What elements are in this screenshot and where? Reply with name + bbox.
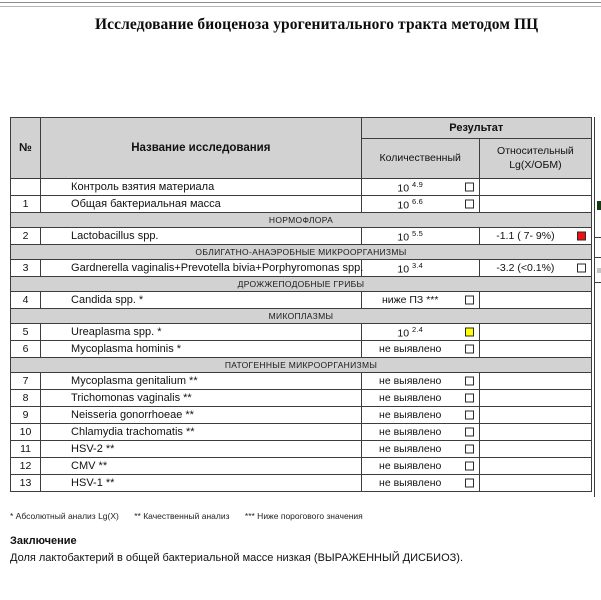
column-header-relative-line1: Относительный — [497, 145, 574, 158]
table-row — [11, 475, 592, 492]
column-header-relative — [479, 139, 591, 179]
column-header-relative-line2: Lg(X/ОБМ) — [509, 158, 562, 171]
test-name: Контроль взятия материала — [41, 179, 362, 196]
test-name: Chlamydia trachomatis ** — [41, 424, 362, 441]
quantitative-value: не выявлено — [361, 407, 479, 424]
test-name: Lactobacillus spp. — [41, 228, 362, 245]
relative-marker-checkbox[interactable] — [577, 264, 586, 273]
result-marker-checkbox[interactable] — [465, 428, 474, 437]
test-name: Mycoplasma genitalium ** — [41, 373, 362, 390]
relative-value — [479, 441, 591, 458]
column-header-result: Результат — [361, 118, 591, 139]
quantitative-exponent: 3.4 — [411, 260, 424, 270]
relative-value — [479, 407, 591, 424]
result-marker-checkbox[interactable] — [465, 296, 474, 305]
row-number: 8 — [11, 390, 41, 407]
page-title: Исследование биоценоза урогенитального тракта методом ПЦ — [95, 16, 539, 33]
table-row — [11, 341, 592, 358]
quantitative-value: ниже ПЗ *** — [361, 292, 479, 309]
result-marker-checkbox[interactable] — [465, 411, 474, 420]
section-header-row — [11, 358, 592, 373]
test-name: Gardnerella vaginalis+Prevotella bivia+Porphyromonas spp. — [41, 260, 362, 277]
table-header — [11, 118, 592, 179]
section-header-label: ДРОЖЖЕПОДОБНЫЕ ГРИБЫ — [11, 277, 592, 292]
quantitative-exponent: 2.4 — [411, 324, 424, 334]
test-name: Trichomonas vaginalis ** — [41, 390, 362, 407]
quantitative-value: 10 $^{3.4}$ — [361, 260, 479, 277]
page-top-rule-outer — [0, 2, 601, 3]
result-marker-checkbox[interactable] — [465, 394, 474, 403]
edge-rule-1 — [595, 237, 601, 238]
quantitative-value: 10 $^{6.6}$ — [361, 196, 479, 213]
quantitative-value: не выявлено — [361, 458, 479, 475]
test-name: Общая бактериальная масса — [41, 196, 362, 213]
lab-results-table — [10, 117, 592, 492]
relative-marker-checkbox[interactable] — [577, 232, 586, 241]
edge-chip-gray — [597, 268, 601, 273]
table-header-row-1 — [11, 118, 592, 139]
table-row — [11, 324, 592, 341]
section-header-label: ПАТОГЕННЫЕ МИКРООРГАНИЗМЫ — [11, 358, 592, 373]
result-marker-checkbox[interactable] — [465, 345, 474, 354]
test-name: Candida spp. * — [41, 292, 362, 309]
quantitative-exponent: 5.5 — [411, 228, 424, 238]
edge-rule-2 — [595, 257, 601, 258]
test-name: Neisseria gonorrhoeae ** — [41, 407, 362, 424]
table-row — [11, 424, 592, 441]
result-marker-checkbox[interactable] — [465, 462, 474, 471]
table-row — [11, 373, 592, 390]
quantitative-value: не выявлено — [361, 441, 479, 458]
result-marker-checkbox[interactable] — [465, 200, 474, 209]
relative-value — [479, 373, 591, 390]
section-header-row — [11, 245, 592, 260]
row-number: 3 — [11, 260, 41, 277]
page-top-rule-inner — [0, 6, 601, 7]
table-row — [11, 292, 592, 309]
row-number: 1 — [11, 196, 41, 213]
table-row — [11, 196, 592, 213]
quantitative-value: не выявлено — [361, 475, 479, 492]
footnote-1: * Абсолютный анализ Lg(X) — [10, 511, 119, 521]
column-header-quantitative: Количественный — [361, 139, 479, 179]
column-header-name: Название исследования — [41, 118, 362, 179]
conclusion-title: Заключение — [10, 535, 77, 547]
quantitative-value: не выявлено — [361, 424, 479, 441]
test-name: HSV-1 ** — [41, 475, 362, 492]
section-header-row — [11, 213, 592, 228]
footnote-3: *** Ниже порогового значения — [244, 511, 363, 521]
relative-value — [479, 475, 591, 492]
clipped-right-panel — [594, 117, 601, 497]
relative-value — [479, 341, 591, 358]
row-number: 10 — [11, 424, 41, 441]
relative-value — [479, 458, 591, 475]
table-row — [11, 228, 592, 245]
footnotes — [10, 511, 376, 521]
footnote-2: ** Качественный анализ — [134, 511, 230, 521]
row-number — [11, 179, 41, 196]
quantitative-value: 10 $^{2.4}$ — [361, 324, 479, 341]
column-header-number: № — [11, 118, 41, 179]
row-number: 12 — [11, 458, 41, 475]
result-marker-checkbox[interactable] — [465, 183, 474, 192]
test-name: CMV ** — [41, 458, 362, 475]
table-row — [11, 179, 592, 196]
section-header-label: НОРМОФЛОРА — [11, 213, 592, 228]
relative-value — [479, 292, 591, 309]
conclusion-text: Доля лактобактерий в общей бактериальной массе низкая (ВЫРАЖЕННЫЙ ДИСБИОЗ). — [10, 552, 464, 564]
row-number: 2 — [11, 228, 41, 245]
row-number: 7 — [11, 373, 41, 390]
row-number: 6 — [11, 341, 41, 358]
quantitative-value: 10 $^{5.5}$ — [361, 228, 479, 245]
relative-value: -3.2 (<0.1%) — [479, 260, 591, 277]
quantitative-exponent: 4.9 — [411, 179, 424, 189]
quantitative-value: не выявлено — [361, 390, 479, 407]
quantitative-exponent: 6.6 — [411, 196, 424, 206]
result-marker-checkbox[interactable] — [465, 328, 474, 337]
table-row — [11, 390, 592, 407]
relative-value — [479, 424, 591, 441]
test-name: Mycoplasma hominis * — [41, 341, 362, 358]
result-marker-checkbox[interactable] — [465, 377, 474, 386]
edge-chip-green — [597, 201, 601, 210]
table-row — [11, 407, 592, 424]
row-number: 11 — [11, 441, 41, 458]
row-number: 5 — [11, 324, 41, 341]
result-marker-checkbox[interactable] — [465, 445, 474, 454]
relative-value: -1.1 ( 7- 9%) — [479, 228, 591, 245]
table-row — [11, 458, 592, 475]
table-row — [11, 441, 592, 458]
section-header-label: ОБЛИГАТНО-АНАЭРОБНЫЕ МИКРООРГАНИЗМЫ — [11, 245, 592, 260]
edge-rule-3 — [595, 282, 601, 283]
quantitative-value: 10 $^{4.9}$ — [361, 179, 479, 196]
table-row — [11, 260, 592, 277]
relative-value — [479, 324, 591, 341]
section-header-label: МИКОПЛАЗМЫ — [11, 309, 592, 324]
table-body — [11, 179, 592, 492]
test-name: HSV-2 ** — [41, 441, 362, 458]
relative-value — [479, 179, 591, 196]
row-number: 4 — [11, 292, 41, 309]
result-marker-checkbox[interactable] — [465, 479, 474, 488]
row-number: 9 — [11, 407, 41, 424]
section-header-row — [11, 277, 592, 292]
row-number: 13 — [11, 475, 41, 492]
section-header-row — [11, 309, 592, 324]
relative-value — [479, 196, 591, 213]
quantitative-value: не выявлено — [361, 341, 479, 358]
relative-value — [479, 390, 591, 407]
test-name: Ureaplasma spp. * — [41, 324, 362, 341]
quantitative-value: не выявлено — [361, 373, 479, 390]
